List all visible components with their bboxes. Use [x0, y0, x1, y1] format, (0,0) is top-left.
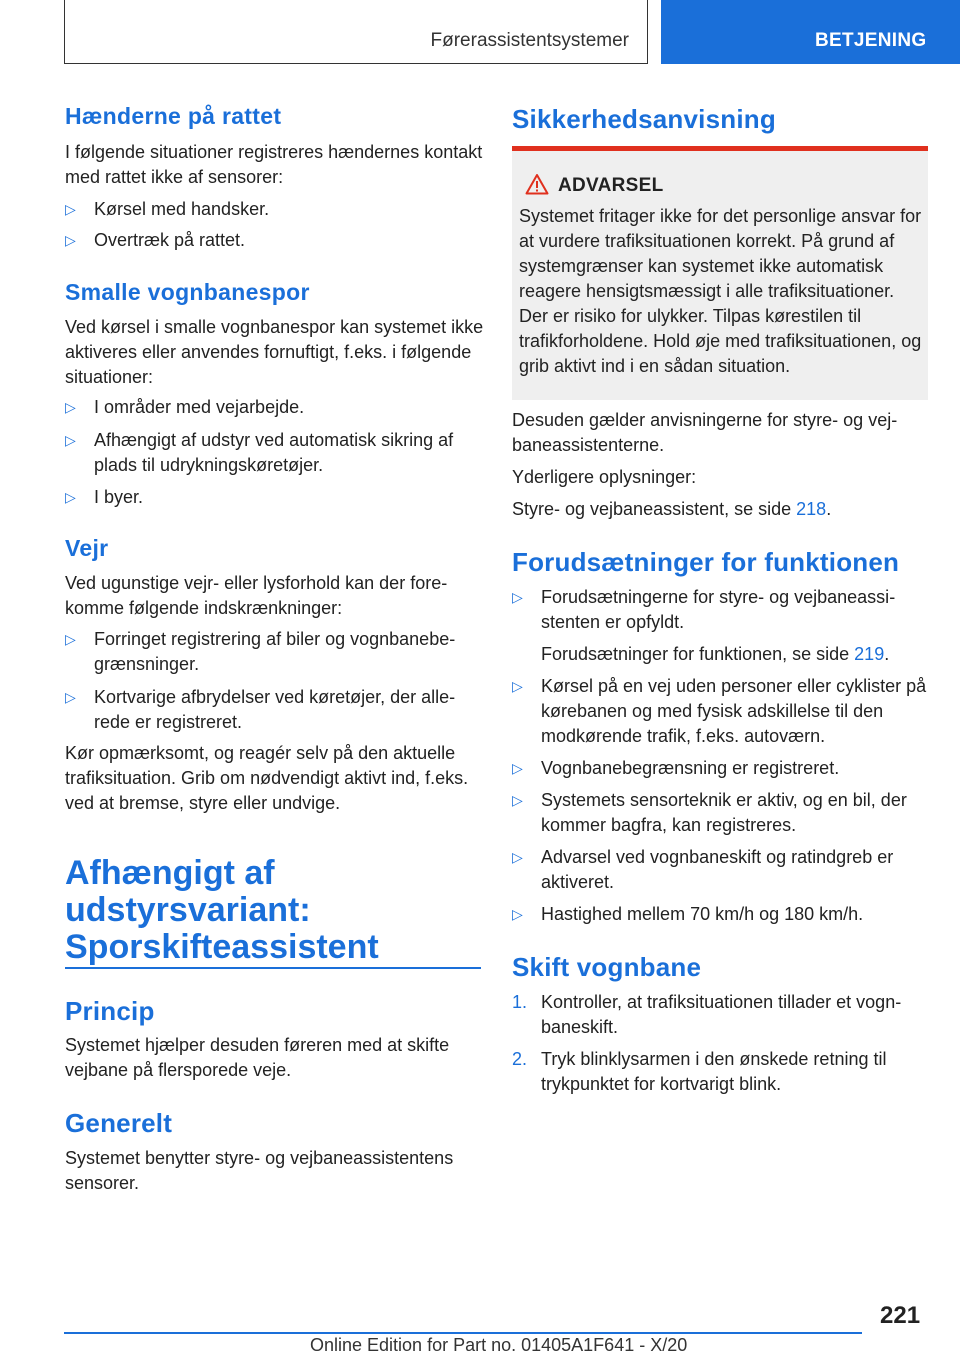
heading-general: Generelt: [65, 1108, 173, 1138]
warning-text: Systemet fritager ikke for det personlige ansvar for at vurdere trafiksituationen korrekt. På grund af systemgrænser kan systemet ikke automatisk reagere hensigtsmæssigt i alle trafiksituationer. Der er risiko for ulykker. Tilpas kørestilen til trafikforholdene. Hold øje med trafiksituationen, og grib aktivt ind i en sådan situation.: [519, 206, 922, 376]
warning-bar: [512, 146, 928, 151]
triangle-bullet-icon: ▷: [512, 906, 523, 922]
step-number: 2.: [512, 1049, 528, 1069]
section-title: Førerassistentsystemer: [430, 30, 629, 51]
list-item: ▷ Afhængigt af udstyr ved automatisk sikring af plads til udrykningskøretøjer.: [65, 430, 454, 475]
triangle-bullet-icon: ▷: [65, 201, 76, 217]
heading-hands: Hænderne på rattet: [65, 103, 282, 129]
heading-requirements: Forudsætninger for funktionen: [512, 547, 900, 577]
page-link-219[interactable]: 219: [854, 644, 885, 664]
triangle-bullet-icon: ▷: [65, 232, 76, 248]
heading-principle: Princip: [65, 996, 155, 1026]
heading-weather: Vejr: [65, 535, 109, 561]
heading-safety: Sikkerhedsanvisning: [512, 104, 776, 134]
triangle-bullet-icon: ▷: [512, 589, 523, 605]
header-box: [64, 0, 648, 64]
list-item: ▷ Advarsel ved vognbaneskift og ratindgreb er aktiveret.: [512, 847, 894, 892]
para-general: Systemet benytter styre- og vejbaneassistentens sensorer.: [65, 1148, 454, 1193]
chapter-tab[interactable]: [661, 0, 960, 64]
list-item: ▷ Vognbanebegrænsning er registreret.: [512, 756, 928, 781]
triangle-bullet-icon: ▷: [65, 631, 76, 647]
step-item: 1. Kontroller, at trafiksituationen tillader et vognbaneskift.: [512, 992, 902, 1037]
page-link-218[interactable]: 218: [796, 499, 827, 519]
warning-title: ADVARSEL: [558, 175, 664, 196]
footer-edition: Online Edition for Part no. 01405A1F641 - X/20: [310, 1335, 688, 1355]
triangle-bullet-icon: ▷: [65, 489, 76, 505]
para-lanes: Ved kørsel i smalle vognbanespor kan systemet ikke aktiveres eller anvendes fornuftigt, f.eks. i følgende situationer:: [65, 317, 484, 387]
heading-rule: [65, 967, 481, 969]
para-weather: Ved ugunstige vejr- eller lysforhold kan der forekomme følgende indskrænkninger:: [65, 573, 448, 618]
triangle-bullet-icon: ▷: [512, 792, 523, 808]
warning-box: [512, 146, 928, 400]
list-item: ▷ Forringet registrering af biler og vognbanebegrænsninger.: [65, 629, 456, 674]
triangle-bullet-icon: ▷: [65, 432, 76, 448]
para-more: Yderligere oplysninger:: [512, 467, 697, 487]
list-item: ▷ Overtræk på rattet.: [65, 228, 485, 253]
heading-lanes: Smalle vognbanespor: [65, 279, 310, 305]
step-number: 1.: [512, 992, 528, 1012]
list-item: ▷ Kørsel på en vej uden personer eller cyklister på kørebanen og med fysisk adskillelse til den modkørende trafik, f.eks. autoværn.: [512, 676, 927, 746]
heading-change-lane: Skift vognbane: [512, 952, 702, 982]
triangle-bullet-icon: ▷: [512, 849, 523, 865]
triangle-bullet-icon: ▷: [65, 399, 76, 415]
triangle-bullet-icon: ▷: [512, 678, 523, 694]
chapter-tab-label: BETJENING: [815, 30, 927, 51]
warning-triangle-icon: [525, 173, 549, 195]
triangle-bullet-icon: ▷: [65, 689, 76, 705]
para-hands: I følgende situationer registreres hændernes kontakt med rattet ikke af sensorer:: [65, 142, 483, 187]
step-item: 2. Tryk blinklysarmen i den ønskede retning til trykpunktet for kortvarigt blink.: [512, 1049, 887, 1094]
list-sub-reference: Forudsætninger for funktionen, se side 219.: [541, 644, 890, 664]
list-item: ▷ Hastighed mellem 70 km/h og 180 km/h.: [512, 902, 928, 927]
list-item: ▷ Forudsætningerne for styre- og vejbaneassistenten er opfyldt.: [512, 587, 896, 632]
reference-line: Styre- og vejbaneassistent, se side 218.: [512, 499, 832, 519]
list-item: ▷ Systemets sensorteknik er aktiv, og en bil, der kommer bagfra, kan registreres.: [512, 790, 907, 835]
footer-rule: [64, 1332, 862, 1334]
para-attention: Kør opmærksomt, og reagér selv på den aktuelle trafiksituation. Grib om nødvendigt aktivt ind, f.eks. ved at bremse, styre eller undvige.: [65, 743, 469, 813]
list-item: ▷ I områder med vejarbejde.: [65, 395, 485, 420]
para-principle: Systemet hjælper desuden føreren med at skifte vejbane på flersporede veje.: [65, 1035, 450, 1080]
para-also: Desuden gælder anvisningerne for styre- og vejbaneassistenterne.: [512, 410, 898, 455]
triangle-bullet-icon: ▷: [512, 760, 523, 776]
list-item: ▷ Kortvarige afbrydelser ved køretøjer, der allerede er registreret.: [65, 687, 456, 732]
page-number: 221: [880, 1302, 921, 1329]
list-item: ▷ Kørsel med handsker.: [65, 197, 485, 222]
chapter-heading: Afhængigt af udstyrsvariant: Sporskifteassistent: [65, 854, 379, 966]
list-item: ▷ I byer.: [65, 485, 485, 510]
